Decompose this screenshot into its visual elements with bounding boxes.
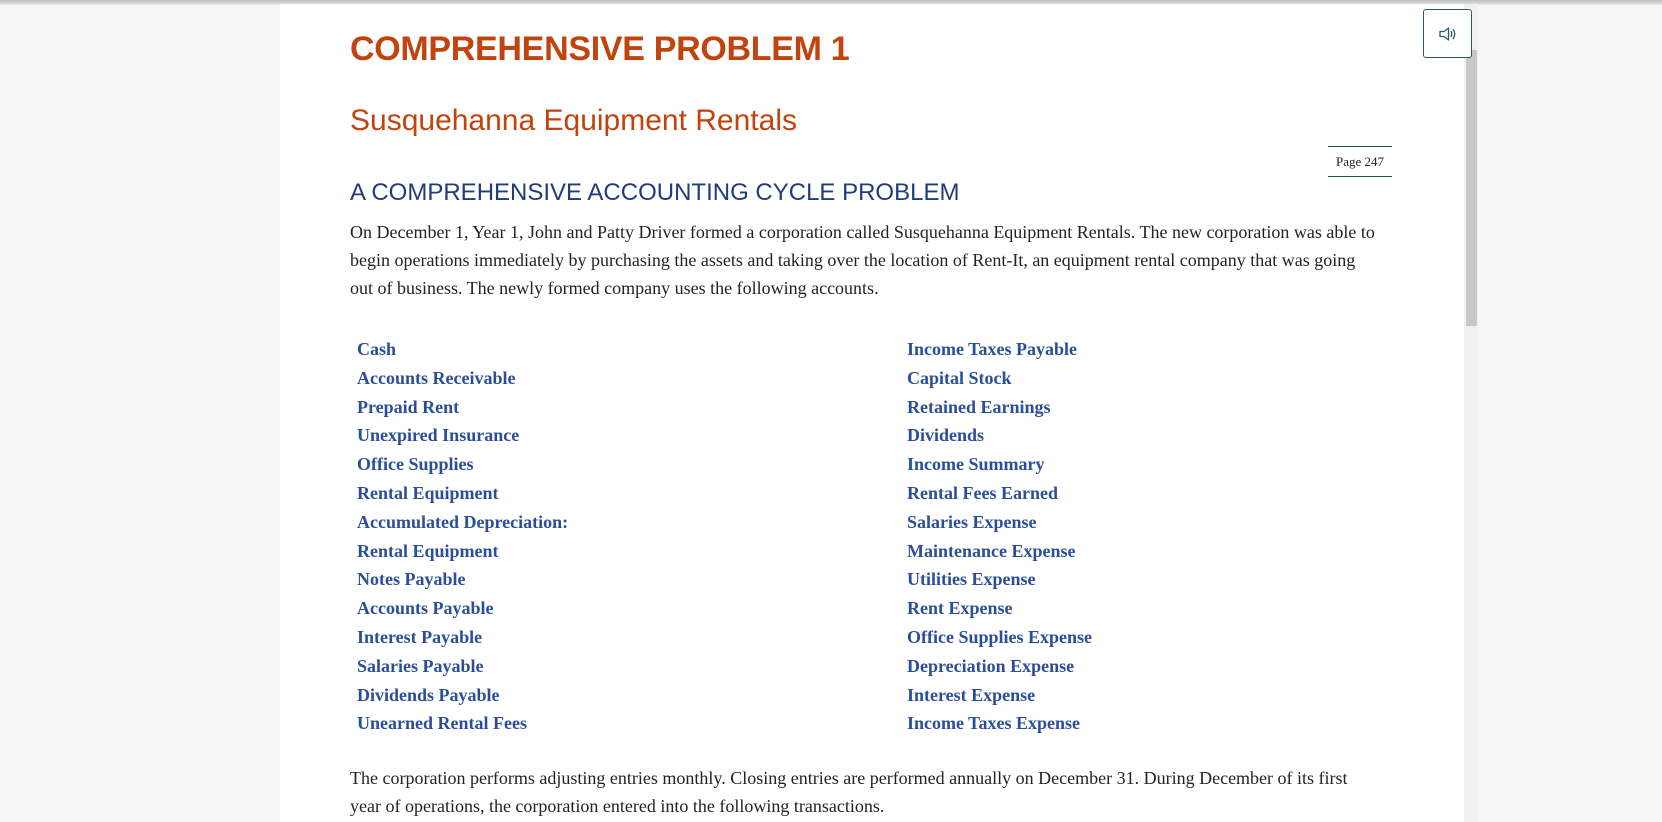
account-item: Interest Expense: [907, 684, 1036, 705]
read-aloud-button[interactable]: [1423, 9, 1472, 58]
scrollbar-thumb[interactable]: [1466, 50, 1477, 326]
account-item: Dividends Payable: [357, 684, 500, 705]
account-item: Maintenance Expense: [907, 540, 1076, 561]
account-item: Accounts Receivable: [357, 367, 516, 388]
page-number-marker: Page 247: [1328, 146, 1392, 177]
account-item: Notes Payable: [357, 569, 466, 590]
account-item: Unearned Rental Fees: [357, 713, 527, 734]
account-item: Salaries Payable: [357, 655, 484, 676]
account-item: Depreciation Expense: [907, 655, 1075, 676]
problem-title: COMPREHENSIVE PROBLEM 1: [350, 30, 850, 68]
account-item: Dividends: [907, 425, 985, 446]
account-item: Utilities Expense: [907, 569, 1036, 590]
account-item: Rental Fees Earned: [907, 482, 1058, 503]
intro-paragraph: On December 1, Year 1, John and Patty Driver formed a corporation called Susquehanna Equipment Rentals. The new corporation was able to begin operations immediately by purchasing the assets and taking over the location of Rent-It, an equipment rental company that was going out of business. The newly formed company uses the following accounts.: [350, 222, 1375, 298]
account-item: Rental Equipment: [357, 540, 499, 561]
account-item: Income Taxes Payable: [907, 339, 1078, 359]
account-item: Office Supplies: [357, 454, 474, 475]
account-item: Income Summary: [907, 454, 1045, 475]
account-item: Rental Equipment: [357, 482, 499, 503]
company-subtitle: Susquehanna Equipment Rentals: [350, 104, 797, 137]
account-item: Retained Earnings: [907, 396, 1051, 417]
account-item: Capital Stock: [907, 367, 1012, 388]
account-item: Interest Payable: [357, 626, 483, 647]
accounts-list-left: [357, 335, 568, 738]
accounts-list-right: [907, 335, 1092, 738]
account-item: Accumulated Depreciation:: [357, 511, 569, 532]
account-item: Office Supplies Expense: [907, 626, 1093, 647]
account-item: Unexpired Insurance: [357, 425, 520, 446]
account-item: Income Taxes Expense: [907, 713, 1081, 734]
section-heading: A COMPREHENSIVE ACCOUNTING CYCLE PROBLEM: [350, 179, 960, 206]
account-item: Accounts Payable: [357, 598, 494, 619]
account-item: Salaries Expense: [907, 511, 1037, 532]
account-item: Rent Expense: [907, 598, 1013, 619]
account-item: Cash: [357, 339, 397, 359]
transactions-paragraph: The corporation performs adjusting entries monthly. Closing entries are performed annually on December 31. During December of its first year of operations, the corporation entered into the following transactions.: [350, 768, 1348, 816]
speaker-icon: [1438, 26, 1458, 42]
account-item: Prepaid Rent: [357, 396, 460, 417]
